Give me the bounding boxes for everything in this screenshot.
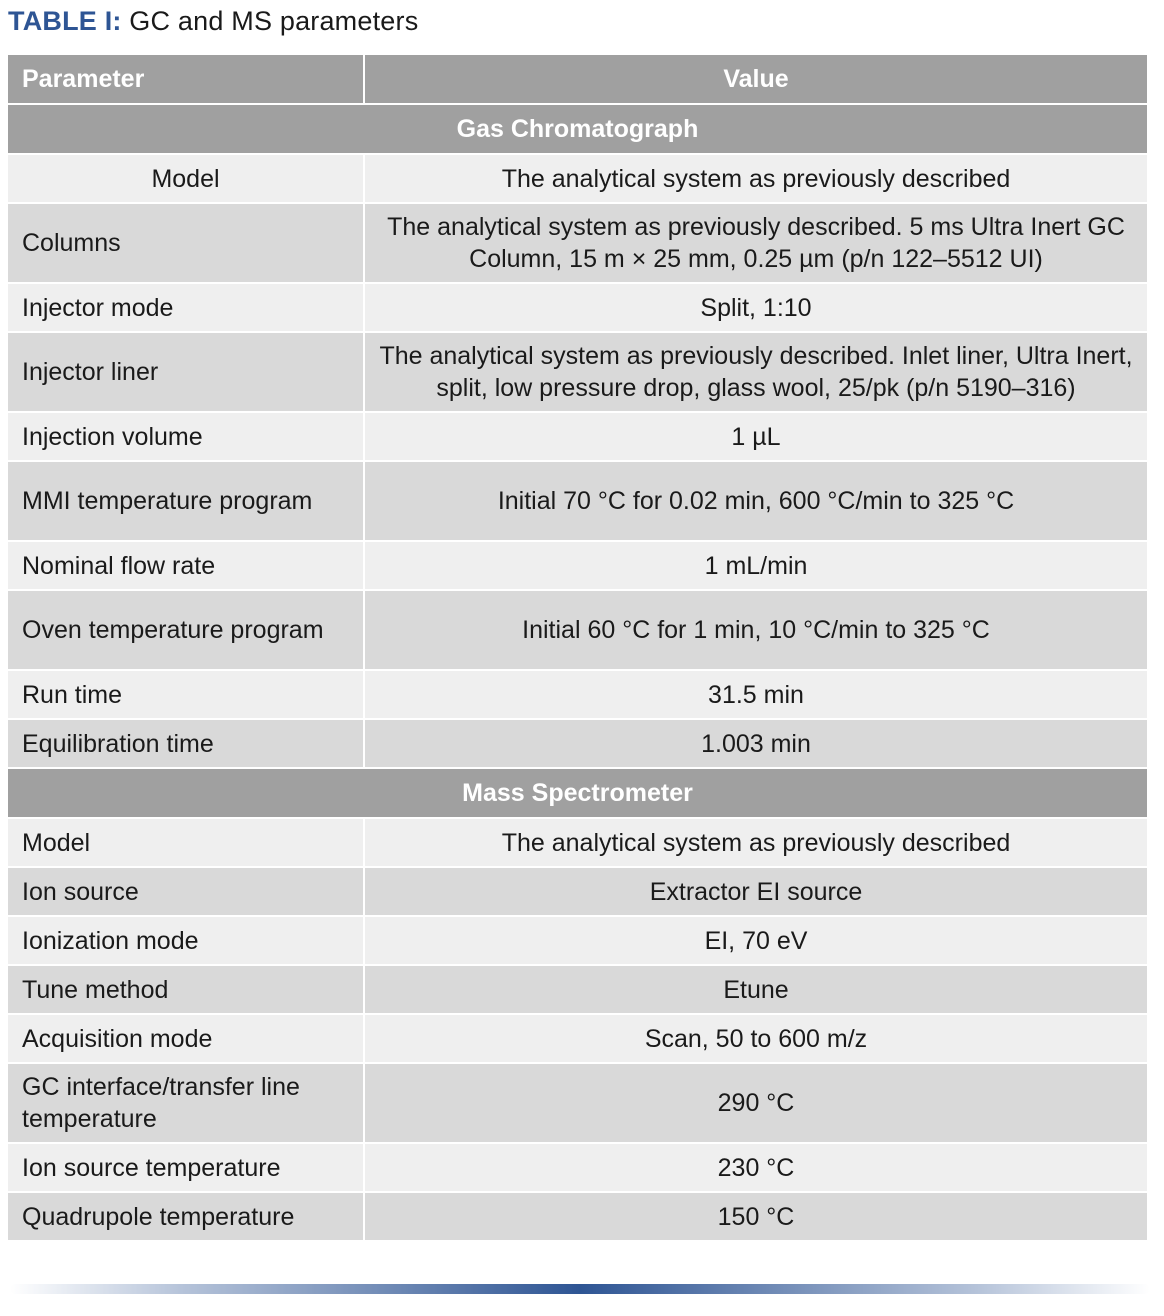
value-cell: Etune [364,965,1147,1014]
parameter-cell: Columns [8,203,364,283]
header-parameter: Parameter [8,55,364,104]
parameter-cell: Ion source temperature [8,1143,364,1192]
table-row [8,541,1147,590]
table-row [8,818,1147,867]
table-row [8,154,1147,203]
table-row [8,283,1147,332]
value-cell: 230 °C [364,1143,1147,1192]
table-row [8,1014,1147,1063]
table-body [8,104,1147,1241]
value-cell: The analytical system as previously described [364,818,1147,867]
value-cell: Scan, 50 to 600 m/z [364,1014,1147,1063]
value-cell: 150 °C [364,1192,1147,1241]
table-row [8,590,1147,670]
parameter-cell: MMI temperature program [8,461,364,541]
parameter-cell: Quadrupole temperature [8,1192,364,1241]
section-header-row [8,104,1147,154]
value-cell: 1 mL/min [364,541,1147,590]
value-cell: The analytical system as previously described. 5 ms Ultra Inert GC Column, 15 m × 25 mm, 0.25 µm (p/n 122–5512 UI) [364,203,1147,283]
parameter-cell: Tune method [8,965,364,1014]
table-row [8,1143,1147,1192]
value-cell: EI, 70 eV [364,916,1147,965]
parameter-cell: Injector mode [8,283,364,332]
value-cell: Initial 60 °C for 1 min, 10 °C/min to 325 °C [364,590,1147,670]
parameters-table [8,55,1147,1242]
parameter-cell: Acquisition mode [8,1014,364,1063]
value-cell: The analytical system as previously described [364,154,1147,203]
value-cell: 290 °C [364,1063,1147,1143]
table-row [8,461,1147,541]
table-row [8,965,1147,1014]
parameter-cell: Nominal flow rate [8,541,364,590]
value-cell: 1.003 min [364,719,1147,768]
parameter-cell: Injector liner [8,332,364,412]
header-value: Value [364,55,1147,104]
parameter-cell: Equilibration time [8,719,364,768]
parameter-cell: Oven temperature program [8,590,364,670]
section-title: Mass Spectrometer [8,768,1147,818]
table-row [8,1192,1147,1241]
value-cell: Extractor EI source [364,867,1147,916]
value-cell: Initial 70 °C for 0.02 min, 600 °C/min to 325 °C [364,461,1147,541]
parameter-cell: Run time [8,670,364,719]
table-header-row [8,55,1147,104]
table-caption [8,6,418,37]
table-row [8,719,1147,768]
value-cell: 1 µL [364,412,1147,461]
table-title: GC and MS parameters [121,6,419,36]
table-row [8,916,1147,965]
table-row [8,867,1147,916]
parameter-cell: Model [8,818,364,867]
parameter-cell: GC interface/transfer line temperature [8,1063,364,1143]
value-cell: The analytical system as previously described. Inlet liner, Ultra Inert, split, low pressure drop, glass wool, 25/pk (p/n 5190–316) [364,332,1147,412]
section-title: Gas Chromatograph [8,104,1147,154]
parameter-cell: Ion source [8,867,364,916]
parameter-cell: Model [8,154,364,203]
value-cell: Split, 1:10 [364,283,1147,332]
table-row [8,203,1147,283]
table-label: TABLE I: [8,6,122,36]
value-cell: 31.5 min [364,670,1147,719]
table-row [8,1063,1147,1143]
parameter-cell: Ionization mode [8,916,364,965]
decorative-divider [10,1284,1150,1294]
section-header-row [8,768,1147,818]
table-row [8,412,1147,461]
table-row [8,670,1147,719]
table-row [8,332,1147,412]
parameter-cell: Injection volume [8,412,364,461]
